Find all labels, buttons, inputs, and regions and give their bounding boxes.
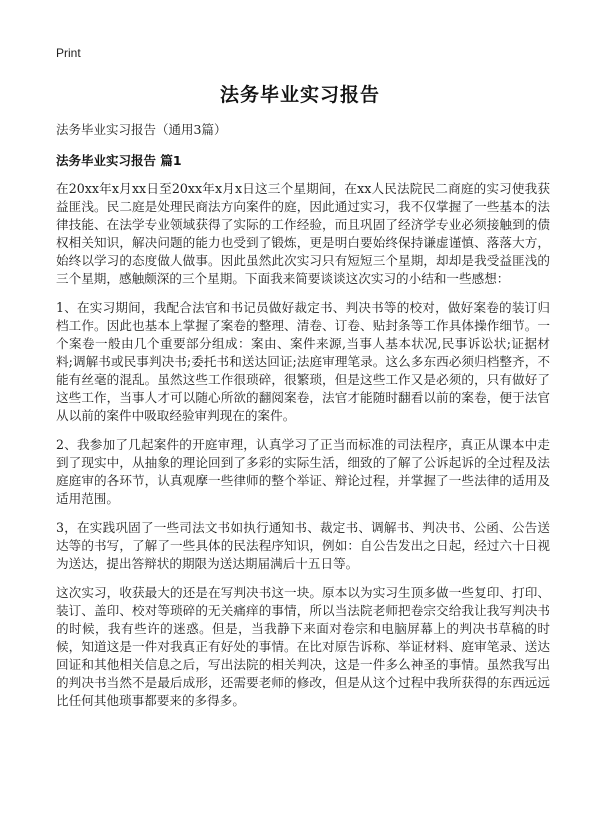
document-body: [56, 180, 550, 720]
print-link[interactable]: Print: [56, 46, 81, 60]
document-title: 法务毕业实习报告: [219, 84, 380, 106]
section-heading: 法务毕业实习报告 篇1: [56, 153, 182, 168]
paragraph-item-3: 3，在实践巩固了一些司法文书如执行通知书、裁定书、调解书、判决书、公函、公告送达等的书写，了解了一些具体的民法程序知识，例如：自公告发出之日起，经过六十日视为送达，提出答辩状的期限为送达期届满后十五日等。: [56, 520, 550, 571]
paragraph-intro: 在20xx年x月xx日至20xx年x月x日这三个星期间，在xx人民法院民二商庭的实习使我获益匪浅。民二庭是处理民商法方向案件的庭，因此通过实习，我不仅掌握了一些基本的法律技能、在法学专业领域获得了实际的工作经验，而且巩固了经济学专业必须接触到的债权相关知识，解决问题的能力也受到了锻炼，更是明白要始终保持谦虚谨慎、落落大方，始终以学习的态度做人做事。因此虽然此次实习只有短短三个星期，却却是我受益匪浅的三个星期，感触颇深的三个星期。下面我来简要谈谈这次实习的小结和一些感想：: [56, 181, 550, 286]
paragraph-summary: 这次实习，收获最大的还是在写判决书这一块。原本以为实习生顶多做一些复印、打印、装订、盖印、校对等琐碎的无关痛痒的事情，所以当法院老师把卷宗交给我让我写判决书的时候，我有些许的迷惑。但是，当我静下来面对卷宗和电脑屏幕上的判决书草稿的时候，知道这是一件对我真正有好处的事情。在比对原告诉称、举证材料、庭审笔录、送达回证和其他相关信息之后，写出法院的相关判决，这是一件多么神圣的事情。虽然我写出的判决书当然不是最后成形，还需要老师的修改，但是从这个过程中我所获得的东西远远比任何其他琐事都要来的多得多。: [56, 585, 550, 708]
paragraph-item-2: 2、我参加了几起案件的开庭审理，认真学习了正当而标准的司法程序，真正从课本中走到了现实中，从抽象的理论回到了多彩的实际生活，细致的了解了公诉起诉的全过程及法庭庭审的各环节，认真观摩一些律师的整个举证、辩论过程，并掌握了一些法律的适用及适用范围。: [56, 437, 550, 506]
paragraph-item-1: 1、在实习期间，我配合法官和书记员做好裁定书、判决书等的校对，做好案卷的装订归档工作。因此也基本上掌握了案卷的整理、清卷、订卷、贴封条等工作具体操作细节。一个案卷一般由几个重要部分组成：案由、案件来源,当事人基本状况,民事诉讼状;证据材料;调解书或民事判决书;委托书和送达回证;法庭审理笔录。这么多东西必须归档整齐，不能有丝毫的混乱。虽然这些工作很琐碎，很繁琐，但是这些工作又是必须的，只有做好了这些工作，当事人才可以随心所欲的翻阅案卷，法官才能随时翻看以前的案卷，便于法官从以前的案件中吸取经验审判现在的案件。: [56, 300, 550, 423]
document-subtitle: 法务毕业实习报告（通用3篇）: [56, 122, 227, 137]
